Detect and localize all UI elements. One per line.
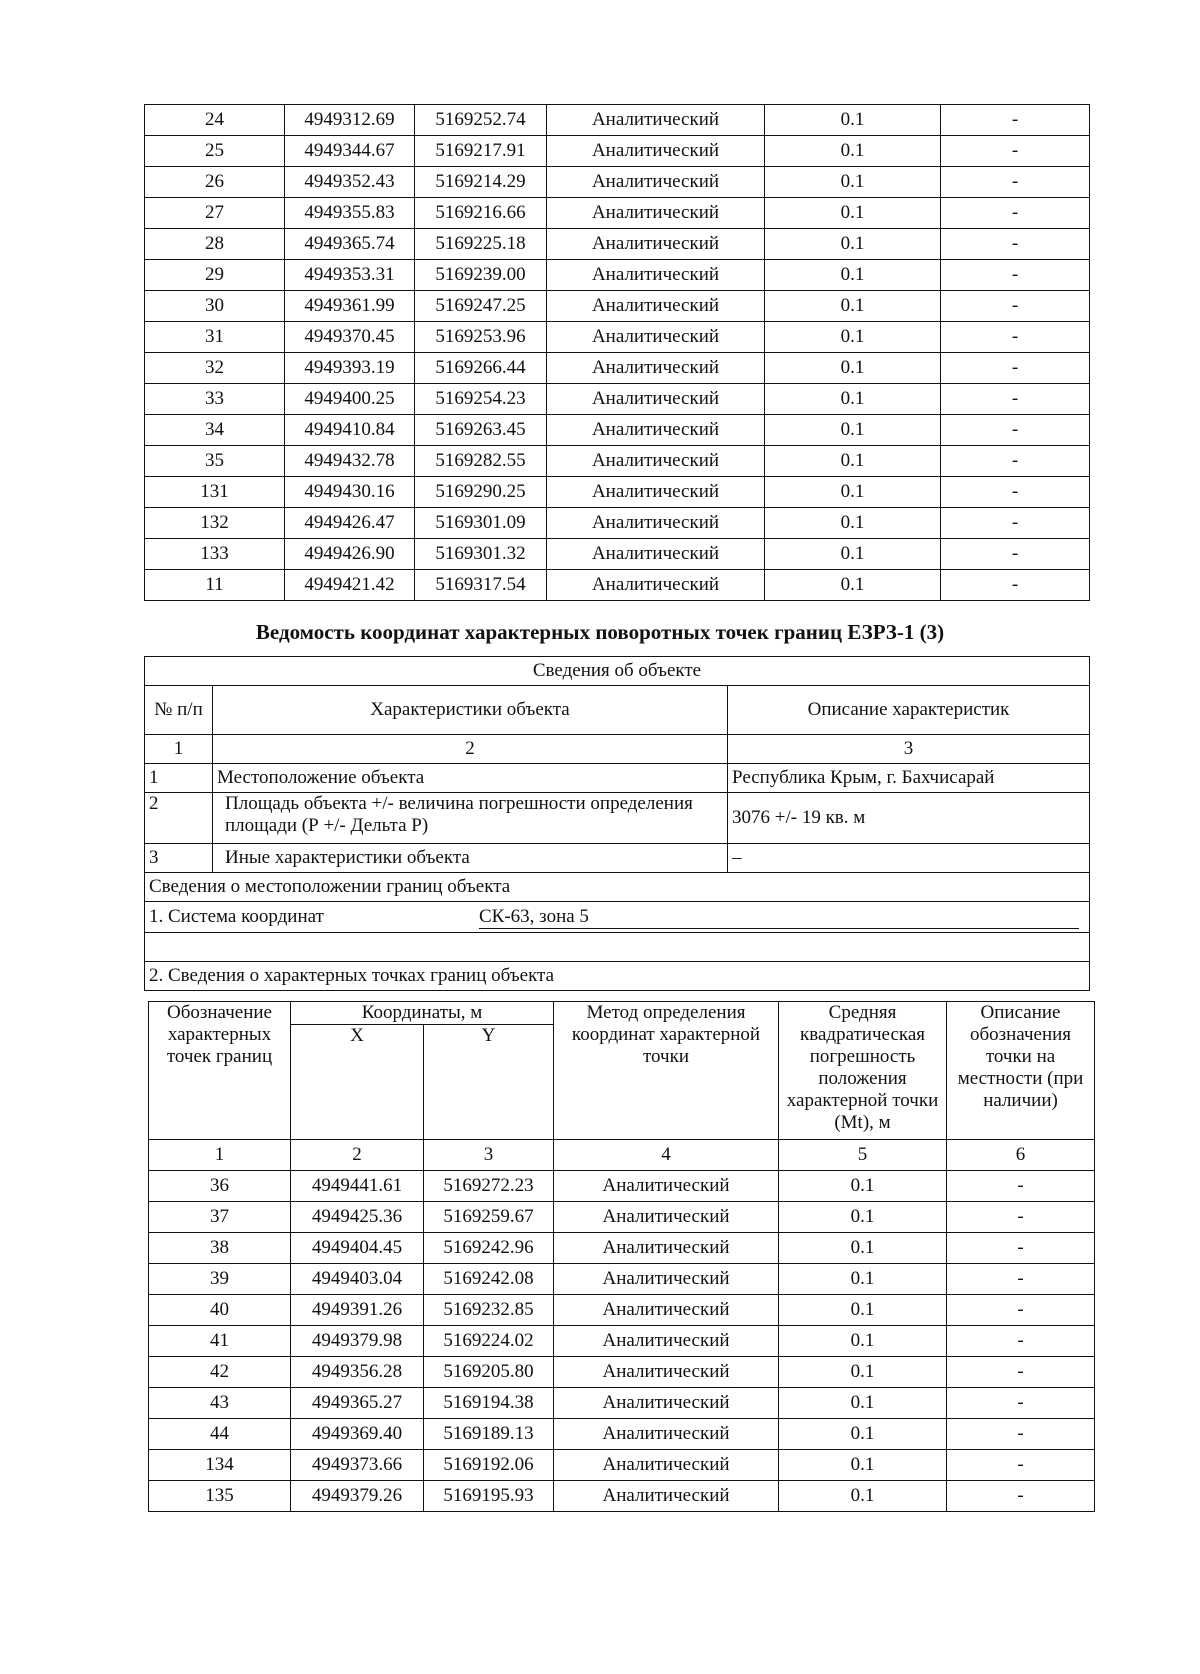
coord-x-cell: 4949441.61 (291, 1171, 424, 1202)
error-value-cell: 0.1 (765, 229, 941, 260)
row-number: 2 (145, 793, 213, 844)
coord-y-cell: 5169192.06 (424, 1450, 554, 1481)
coord-x-cell: 4949426.47 (285, 508, 415, 539)
coord-x-cell: 4949410.84 (285, 415, 415, 446)
description-cell: - (947, 1326, 1095, 1357)
method-cell: Аналитический (547, 446, 765, 477)
point-number-cell: 44 (149, 1419, 291, 1450)
method-cell: Аналитический (554, 1481, 779, 1512)
point-number-cell: 33 (145, 384, 285, 415)
coord-x-cell: 4949393.19 (285, 353, 415, 384)
method-cell: Аналитический (547, 291, 765, 322)
error-value-cell: 0.1 (779, 1202, 947, 1233)
error-value-cell: 0.1 (779, 1357, 947, 1388)
column-header-designation: Обозначение характерных точек границ (149, 1002, 291, 1140)
description-cell: - (941, 322, 1090, 353)
method-cell: Аналитический (554, 1326, 779, 1357)
point-number-cell: 36 (149, 1171, 291, 1202)
description-cell: - (947, 1450, 1095, 1481)
coord-x-cell: 4949370.45 (285, 322, 415, 353)
coord-x-cell: 4949425.36 (291, 1202, 424, 1233)
method-cell: Аналитический (554, 1419, 779, 1450)
table-row (149, 1357, 1095, 1388)
column-number: 3 (424, 1140, 554, 1171)
column-header-description: Описание характеристик (728, 686, 1090, 735)
method-cell: Аналитический (547, 322, 765, 353)
point-number-cell: 43 (149, 1388, 291, 1419)
points-header: 2. Сведения о характерных точках границ объекта (145, 962, 1090, 991)
table-row (149, 1326, 1095, 1357)
coord-x-cell: 4949404.45 (291, 1233, 424, 1264)
characteristic-name: Площадь объекта +/- величина погрешности определения площади (Р +/- Дельта Р) (213, 793, 728, 844)
characteristic-value: Республика Крым, г. Бахчисарай (728, 764, 1090, 793)
table-row (145, 570, 1090, 601)
table-row (149, 1450, 1095, 1481)
error-value-cell: 0.1 (779, 1419, 947, 1450)
row-number: 1 (145, 764, 213, 793)
error-value-cell: 0.1 (765, 105, 941, 136)
error-value-cell: 0.1 (779, 1388, 947, 1419)
table-row (145, 198, 1090, 229)
description-cell: - (941, 260, 1090, 291)
table-row (145, 539, 1090, 570)
column-header-method: Метод определения координат характерной точки (554, 1002, 779, 1140)
table-row (145, 415, 1090, 446)
coord-y-cell: 5169301.32 (415, 539, 547, 570)
method-cell: Аналитический (547, 477, 765, 508)
table-row (145, 291, 1090, 322)
description-cell: - (941, 415, 1090, 446)
coord-y-cell: 5169242.08 (424, 1264, 554, 1295)
description-cell: - (947, 1171, 1095, 1202)
column-header-y: Y (424, 1025, 554, 1140)
table-row (145, 446, 1090, 477)
characteristic-value: – (728, 844, 1090, 873)
error-value-cell: 0.1 (779, 1233, 947, 1264)
coord-y-cell: 5169252.74 (415, 105, 547, 136)
point-number-cell: 42 (149, 1357, 291, 1388)
table-row (145, 105, 1090, 136)
column-index: 2 (213, 735, 728, 764)
coordinates-table-continued (144, 104, 1090, 601)
coord-y-cell: 5169301.09 (415, 508, 547, 539)
table-row (145, 260, 1090, 291)
point-number-cell: 34 (145, 415, 285, 446)
coord-y-cell: 5169232.85 (424, 1295, 554, 1326)
coord-y-cell: 5169290.25 (415, 477, 547, 508)
point-number-cell: 30 (145, 291, 285, 322)
coord-x-cell: 4949365.27 (291, 1388, 424, 1419)
description-cell: - (947, 1295, 1095, 1326)
description-cell: - (941, 291, 1090, 322)
coord-x-cell: 4949353.31 (285, 260, 415, 291)
error-value-cell: 0.1 (765, 508, 941, 539)
table-row (145, 477, 1090, 508)
description-cell: - (941, 477, 1090, 508)
description-cell: - (947, 1357, 1095, 1388)
column-number: 2 (291, 1140, 424, 1171)
method-cell: Аналитический (547, 229, 765, 260)
error-value-cell: 0.1 (765, 198, 941, 229)
table-row (145, 167, 1090, 198)
coord-y-cell: 5169266.44 (415, 353, 547, 384)
column-number: 4 (554, 1140, 779, 1171)
characteristic-name: Иные характеристики объекта (213, 844, 728, 873)
table-row (149, 1481, 1095, 1512)
method-cell: Аналитический (554, 1295, 779, 1326)
coord-x-cell: 4949432.78 (285, 446, 415, 477)
table-row (149, 1171, 1095, 1202)
point-number-cell: 135 (149, 1481, 291, 1512)
error-value-cell: 0.1 (765, 353, 941, 384)
error-value-cell: 0.1 (779, 1264, 947, 1295)
coord-x-cell: 4949355.83 (285, 198, 415, 229)
error-value-cell: 0.1 (765, 446, 941, 477)
coord-y-cell: 5169205.80 (424, 1357, 554, 1388)
point-number-cell: 24 (145, 105, 285, 136)
method-cell: Аналитический (547, 508, 765, 539)
method-cell: Аналитический (547, 539, 765, 570)
point-number-cell: 132 (145, 508, 285, 539)
description-cell: - (941, 353, 1090, 384)
error-value-cell: 0.1 (779, 1295, 947, 1326)
coord-y-cell: 5169214.29 (415, 167, 547, 198)
method-cell: Аналитический (554, 1202, 779, 1233)
coord-y-cell: 5169253.96 (415, 322, 547, 353)
document-title: Ведомость координат характерных поворотных точек границ ЕЗРЗ-1 (3) (255, 620, 945, 644)
point-number-cell: 38 (149, 1233, 291, 1264)
error-value-cell: 0.1 (765, 260, 941, 291)
table-row (145, 353, 1090, 384)
point-number-cell: 35 (145, 446, 285, 477)
coord-x-cell: 4949373.66 (291, 1450, 424, 1481)
coordinate-system-label: 1. Система координат (149, 905, 324, 927)
method-cell: Аналитический (547, 167, 765, 198)
error-value-cell: 0.1 (765, 570, 941, 601)
table-row (149, 1295, 1095, 1326)
description-cell: - (947, 1388, 1095, 1419)
point-number-cell: 134 (149, 1450, 291, 1481)
column-number: 6 (947, 1140, 1095, 1171)
section-header: Сведения об объекте (145, 657, 1090, 686)
coord-x-cell: 4949344.67 (285, 136, 415, 167)
coord-x-cell: 4949369.40 (291, 1419, 424, 1450)
coord-y-cell: 5169195.93 (424, 1481, 554, 1512)
coord-x-cell: 4949400.25 (285, 384, 415, 415)
description-cell: - (941, 446, 1090, 477)
point-number-cell: 27 (145, 198, 285, 229)
description-cell: - (941, 105, 1090, 136)
coord-y-cell: 5169254.23 (415, 384, 547, 415)
coord-y-cell: 5169259.67 (424, 1202, 554, 1233)
description-cell: - (941, 136, 1090, 167)
coord-y-cell: 5169247.25 (415, 291, 547, 322)
table-row (149, 1264, 1095, 1295)
table-row (149, 1419, 1095, 1450)
description-cell: - (941, 167, 1090, 198)
method-cell: Аналитический (554, 1233, 779, 1264)
column-header-characteristics: Характеристики объекта (213, 686, 728, 735)
point-number-cell: 39 (149, 1264, 291, 1295)
coord-x-cell: 4949391.26 (291, 1295, 424, 1326)
description-cell: - (941, 384, 1090, 415)
method-cell: Аналитический (554, 1388, 779, 1419)
column-header-number: № п/п (145, 686, 213, 735)
point-number-cell: 37 (149, 1202, 291, 1233)
table-row (149, 1388, 1095, 1419)
coord-x-cell: 4949312.69 (285, 105, 415, 136)
method-cell: Аналитический (547, 384, 765, 415)
table-row (145, 384, 1090, 415)
description-cell: - (947, 1264, 1095, 1295)
point-number-cell: 11 (145, 570, 285, 601)
coord-y-cell: 5169216.66 (415, 198, 547, 229)
description-cell: - (941, 198, 1090, 229)
coord-y-cell: 5169242.96 (424, 1233, 554, 1264)
error-value-cell: 0.1 (765, 384, 941, 415)
table-row (145, 229, 1090, 260)
coordinates-table-body (145, 105, 1090, 601)
coord-y-cell: 5169224.02 (424, 1326, 554, 1357)
method-cell: Аналитический (547, 415, 765, 446)
description-cell: - (941, 229, 1090, 260)
method-cell: Аналитический (547, 570, 765, 601)
error-value-cell: 0.1 (765, 291, 941, 322)
characteristic-points-table (148, 1001, 1095, 1512)
table-row (145, 508, 1090, 539)
method-cell: Аналитический (554, 1171, 779, 1202)
coord-y-cell: 5169189.13 (424, 1419, 554, 1450)
row-number: 3 (145, 844, 213, 873)
method-cell: Аналитический (554, 1450, 779, 1481)
coord-x-cell: 4949403.04 (291, 1264, 424, 1295)
point-number-cell: 131 (145, 477, 285, 508)
table-row (149, 1202, 1095, 1233)
column-index: 3 (728, 735, 1090, 764)
table-row (149, 1233, 1095, 1264)
error-value-cell: 0.1 (765, 136, 941, 167)
object-info-table (144, 656, 1090, 991)
point-number-cell: 32 (145, 353, 285, 384)
coord-x-cell: 4949426.90 (285, 539, 415, 570)
method-cell: Аналитический (547, 136, 765, 167)
coord-y-cell: 5169282.55 (415, 446, 547, 477)
characteristic-value: 3076 +/- 19 кв. м (728, 793, 1090, 844)
coord-y-cell: 5169317.54 (415, 570, 547, 601)
point-number-cell: 26 (145, 167, 285, 198)
coord-y-cell: 5169239.00 (415, 260, 547, 291)
description-cell: - (941, 539, 1090, 570)
blank-row (145, 933, 1090, 962)
method-cell: Аналитический (547, 198, 765, 229)
error-value-cell: 0.1 (765, 477, 941, 508)
error-value-cell: 0.1 (779, 1326, 947, 1357)
error-value-cell: 0.1 (765, 415, 941, 446)
method-cell: Аналитический (554, 1357, 779, 1388)
coord-y-cell: 5169217.91 (415, 136, 547, 167)
coord-x-cell: 4949365.74 (285, 229, 415, 260)
point-number-cell: 25 (145, 136, 285, 167)
method-cell: Аналитический (547, 260, 765, 291)
point-number-cell: 29 (145, 260, 285, 291)
point-number-cell: 28 (145, 229, 285, 260)
column-header-x: X (291, 1025, 424, 1140)
description-cell: - (941, 570, 1090, 601)
coord-x-cell: 4949361.99 (285, 291, 415, 322)
column-header-error: Средняя квадратическая погрешность положения характерной точки (Mt), м (779, 1002, 947, 1140)
column-number: 1 (149, 1140, 291, 1171)
error-value-cell: 0.1 (765, 167, 941, 198)
description-cell: - (947, 1233, 1095, 1264)
column-index: 1 (145, 735, 213, 764)
coordinate-system-value: СК-63, зона 5 (479, 906, 1079, 929)
table-row (145, 322, 1090, 353)
description-cell: - (947, 1419, 1095, 1450)
characteristic-name: Местоположение объекта (213, 764, 728, 793)
coord-y-cell: 5169225.18 (415, 229, 547, 260)
description-cell: - (947, 1202, 1095, 1233)
coord-x-cell: 4949430.16 (285, 477, 415, 508)
method-cell: Аналитический (554, 1264, 779, 1295)
points-table-body (149, 1171, 1095, 1512)
column-header-coordinates: Координаты, м (291, 1002, 554, 1025)
location-header: Сведения о местоположении границ объекта (145, 873, 1090, 902)
method-cell: Аналитический (547, 105, 765, 136)
coord-x-cell: 4949352.43 (285, 167, 415, 198)
coord-x-cell: 4949421.42 (285, 570, 415, 601)
error-value-cell: 0.1 (779, 1481, 947, 1512)
coord-y-cell: 5169263.45 (415, 415, 547, 446)
coord-y-cell: 5169194.38 (424, 1388, 554, 1419)
coord-x-cell: 4949356.28 (291, 1357, 424, 1388)
description-cell: - (947, 1481, 1095, 1512)
coordinate-system-row (145, 902, 1090, 933)
point-number-cell: 133 (145, 539, 285, 570)
coord-x-cell: 4949379.26 (291, 1481, 424, 1512)
coord-x-cell: 4949379.98 (291, 1326, 424, 1357)
column-header-description: Описание обозначения точки на местности (при наличии) (947, 1002, 1095, 1140)
error-value-cell: 0.1 (779, 1450, 947, 1481)
error-value-cell: 0.1 (765, 539, 941, 570)
method-cell: Аналитический (547, 353, 765, 384)
error-value-cell: 0.1 (779, 1171, 947, 1202)
point-number-cell: 31 (145, 322, 285, 353)
table-row (145, 136, 1090, 167)
coord-y-cell: 5169272.23 (424, 1171, 554, 1202)
point-number-cell: 40 (149, 1295, 291, 1326)
column-number: 5 (779, 1140, 947, 1171)
point-number-cell: 41 (149, 1326, 291, 1357)
description-cell: - (941, 508, 1090, 539)
error-value-cell: 0.1 (765, 322, 941, 353)
